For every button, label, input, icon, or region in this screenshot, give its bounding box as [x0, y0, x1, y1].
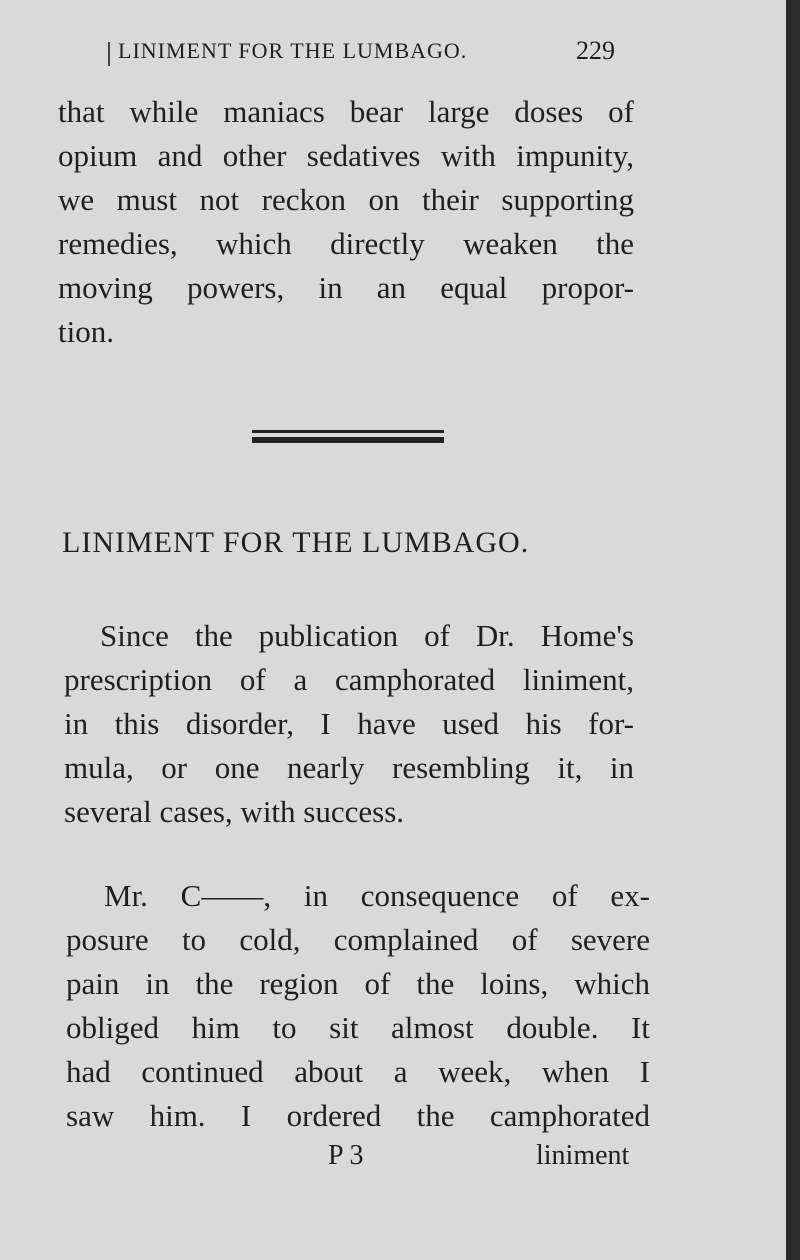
text-line: remedies, which directly weaken the — [58, 226, 634, 261]
text-line: opium and other sedatives with impunity, — [58, 138, 634, 173]
running-head-title: LINIMENT FOR THE LUMBAGO. — [118, 38, 468, 63]
text-line: several cases, with success. — [64, 794, 405, 829]
text-line: pain in the region of the loins, which — [66, 966, 650, 1001]
divider-thin-rule — [252, 430, 444, 433]
text-line: had continued about a week, when I — [66, 1054, 650, 1089]
text-line: Since the publication of Dr. Home's — [100, 618, 634, 653]
text-line: we must not reckon on their supporting — [58, 182, 634, 217]
paragraph-home-prescription — [64, 614, 634, 834]
text-line: tion. — [58, 314, 114, 349]
divider-thick-rule — [252, 437, 444, 443]
text-line: obliged him to sit almost double. It — [66, 1010, 650, 1045]
text-line: moving powers, in an equal propor- — [58, 270, 634, 305]
section-divider — [252, 430, 444, 442]
page-number: 229 — [576, 36, 615, 65]
text-line: Mr. C——, in consequence of ex- — [104, 878, 650, 913]
paragraph-case-mr-c — [66, 874, 650, 1138]
paragraph-opium — [58, 90, 634, 354]
text-line: that while maniacs bear large doses of — [58, 94, 634, 129]
text-line: mula, or one nearly resembling it, in — [64, 750, 634, 785]
text-line: posure to cold, complained of severe — [66, 922, 650, 957]
header-rule — [108, 42, 110, 66]
text-line: in this disorder, I have used his for- — [64, 706, 634, 741]
catchword: liniment — [536, 1140, 630, 1171]
signature-mark: P 3 — [328, 1140, 364, 1171]
section-heading: LINIMENT FOR THE LUMBAGO. — [62, 526, 530, 559]
text-line: saw him. I ordered the camphorated — [66, 1098, 650, 1133]
text-line: prescription of a camphorated liniment, — [64, 662, 634, 697]
